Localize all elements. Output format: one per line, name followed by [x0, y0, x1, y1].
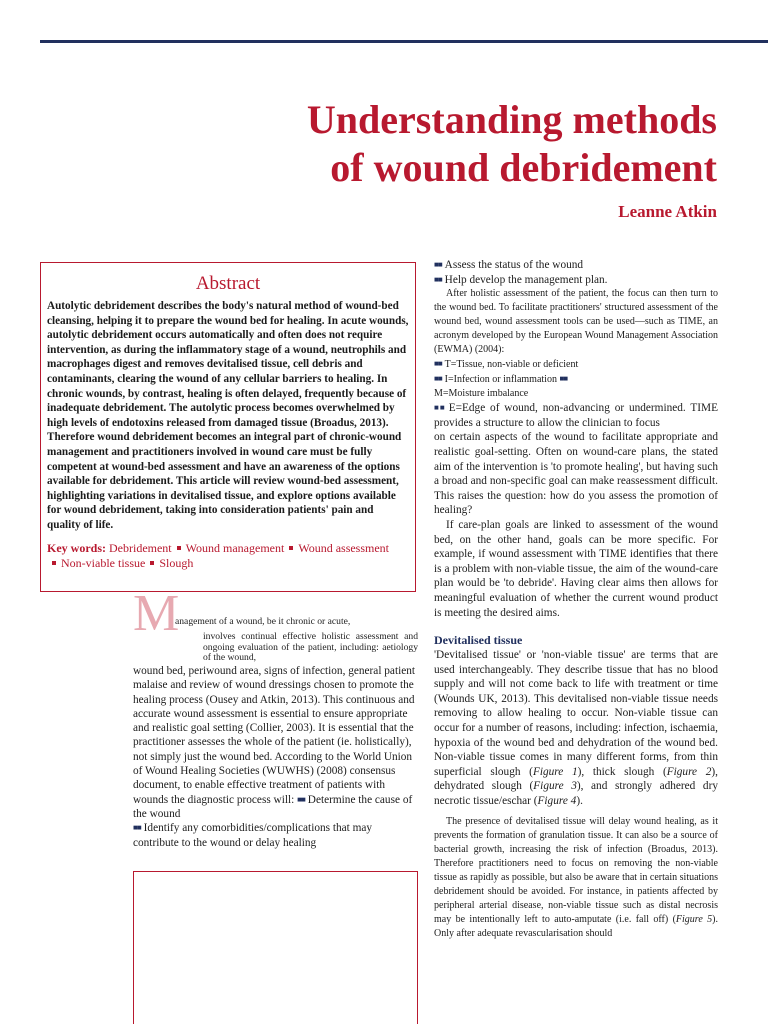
drop-cap: M: [133, 585, 180, 642]
title-line-2: of wound debridement: [330, 145, 717, 190]
abstract-box: [40, 262, 416, 592]
keywords: [47, 541, 409, 571]
body-paragraph: 'Devitalised tissue' or 'non-viable tissue' are terms that are used interchangeably. They describe tissue that has no blood supply and will not come back to life with treatment or time (Wounds UK, 2013). This devitalised non-viable tissue needs removing to allow healing to occur. Non-viable tissue can occur for a number of reasons, including: infection, ischaemia, hypoxia of the wound bed and dehydration of the wound bed. Non-viable tissue comes in many different forms, from thin superficial slough (Figure 1), thick slough (Figure 2), dehydrated slough (Figure 3), and strongly adhered dry necrotic tissue/eschar (Figure 4).: [434, 649, 718, 808]
figure-reference[interactable]: Figure 5: [675, 913, 713, 925]
bullet-icon: ■■: [434, 274, 442, 284]
list-item: Determine the cause of the wound: [133, 793, 413, 820]
title-line-1: Understanding methods: [306, 97, 717, 142]
keyword-item: Wound management: [185, 540, 285, 555]
bullet-icon: ■■: [434, 359, 442, 369]
figure-reference[interactable]: Figure 3: [533, 780, 577, 793]
bullet-icon: ■■: [434, 403, 446, 413]
bullet-icon: ■■: [559, 374, 568, 384]
list-item: M=Moisture imbalance: [434, 388, 529, 400]
keywords-label: Key words:: [47, 540, 106, 555]
bullet-square-icon: [150, 561, 154, 565]
list-item: E=Edge of wound, non-advancing or undermined. TIME provides a structure to allow the clinician to focus: [434, 402, 718, 429]
figure-reference[interactable]: Figure 1: [532, 765, 578, 778]
body-paragraph: After holistic assessment of the patient, the focus can then turn to the wound bed. To facilitate practitioners' structured assessment of the wound bed, wound assessment tools can be used—such as TIME, an acronym developed by the European Wound Management Association (EWMA) (2004):: [434, 288, 718, 356]
figure-box: [133, 871, 418, 1024]
list-item: Assess the status of the wound: [444, 259, 584, 271]
keyword-item: Slough: [159, 555, 194, 570]
list-item: Identify any comorbidities/complications that may contribute to the wound or delay healing: [133, 822, 373, 849]
keyword-item: Wound assessment: [298, 540, 390, 555]
intro-continuation: involves continual effective holistic assessment and ongoing evaluation of the patient, including: aetiology of the wound,: [203, 631, 418, 663]
section-heading: Devitalised tissue: [434, 633, 523, 648]
body-paragraph: wound bed, periwound area, signs of infection, general patient malaise and review of wound dressings chosen to promote the healing process (Ousey and Atkin, 2013). This continuous and accurate wound assessment is essential to ensure appropriate and realistic goal setting (Collier, 2003). It is essential that the practitioner assesses the whole of the patient (ie. holistically), not simply just the wound bed. According to the World Union of Wound Healing Societies (WUWHS) (2008) consensus document, to enable effective treatment of patients with wounds the diagnostic process will:: [133, 665, 416, 806]
body-paragraph: on certain aspects of the wound to facilitate appropriate and realistic goal-setting. Often on wound-care plans, the stated aim of the intervention is 'to promote healing', but having such a broad and non-specific goal can make reassessment difficult. This raises the question: how do you assess the promotion of healing?: [434, 431, 718, 517]
figure-reference[interactable]: Figure 4: [537, 795, 577, 808]
right-column: [434, 258, 718, 941]
keyword-item: Non-viable tissue: [61, 555, 146, 570]
left-column-text: [133, 664, 418, 850]
author-name: Leanne Atkin: [618, 202, 717, 221]
list-item: T=Tissue, non-viable or deficient: [444, 359, 579, 371]
header-rule: [40, 40, 768, 43]
keyword-item: Debridement: [109, 540, 172, 555]
intro-first-line: anagement of a wound, be it chronic or acute,: [175, 616, 351, 627]
body-paragraph: The presence of devitalised tissue will delay wound healing, as it prevents the formation of granulation tissue. It can also be a source of bacterial growth, increasing the risk of infection (Broadus, 2013). Therefore practitioners need to focus on removing the non-viable tissue as rapidly as possible, but also be aware that in certain situations debridement should be avoided. For instance, in patients affected by peripheral arterial disease, non-viable tissue such as distal necrosis may be intentionally left to auto-amputate (i.e. fall off) (Figure 5). Only after adequate revascularisation should: [434, 815, 718, 939]
abstract-heading: Abstract: [195, 273, 261, 294]
abstract-body: Autolytic debridement describes the body's natural method of wound-bed cleansing, helping it to prepare the wound bed for healing. In acute wounds, autolytic debridement occurs automatically and often does not require intervention, as during the inflammatory stage of a wound, neutrophils and macrophages digest and removes devitalised tissue, cell debris and contaminants, clearing the wound of any cellular barriers to healing. In chronic wounds, by contrast, healing is often delayed, frequently because of inadequate debridement. The autolytic process becomes overwhelmed by high levels of endotoxins released from damaged tissue (Broadus, 2013). Therefore wound debridement becomes an integral part of chronic-wound management and practitioners involved in wound care must be fully competent at wound-bed assessment and have an awareness of the options available for debridement. This article will review wound-bed assessment, highlighting variations in devitalised tissue, and explore options available for wound debridement, taking into consideration patients' pain and quality of life.: [47, 300, 409, 531]
figure-reference[interactable]: Figure 2: [666, 765, 712, 778]
list-item: Help develop the management plan.: [444, 273, 608, 286]
bullet-icon: ■■: [133, 823, 141, 833]
bullet-icon: ■■: [434, 260, 442, 269]
bullet-icon: ■■: [297, 794, 305, 804]
bullet-icon: ■■: [434, 374, 442, 384]
article-title: [150, 96, 717, 192]
bullet-square-icon: [177, 546, 181, 550]
body-paragraph: If care-plan goals are linked to assessment of the wound bed, on the other hand, goals can be more specific. For example, if wound assessment with TIME identifies that there is a problem with non-viable tissue, the aim of the wound-care plan would be 'to debride'. Having clear aims then allows for meaningful evaluation of whether the current wound product is meeting the desired aims.: [434, 518, 718, 619]
list-item: I=Infection or inflammation: [444, 374, 557, 386]
bullet-square-icon: [289, 546, 293, 550]
bullet-square-icon: [52, 561, 56, 565]
